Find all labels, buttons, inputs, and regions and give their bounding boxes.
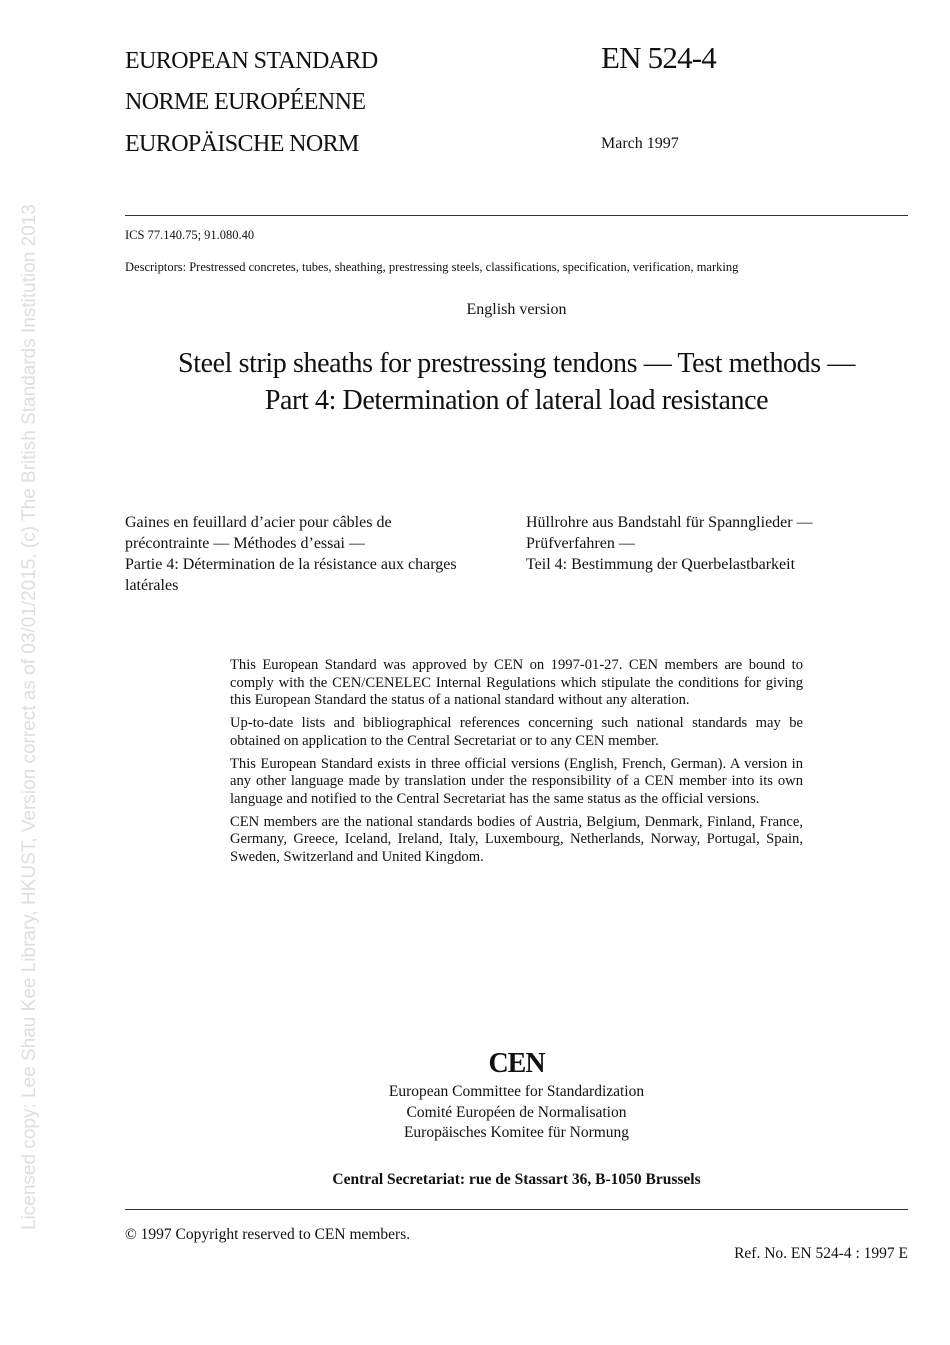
title-french-line: latérales (125, 577, 179, 594)
version-label: English version (466, 301, 567, 318)
approval-paragraph: This European Standard was approved by CEN on 1997-01-27. CEN members are bound to comply with the CEN/CENELEC Internal Regulations which stipulate the conditions for giving this European Standard the status of a national standard without any alteration. (230, 657, 803, 708)
publication-date: March 1997 (601, 135, 679, 152)
title-french-line: Partie 4: Détermination de la résistance aux charges (125, 556, 457, 573)
title-french (125, 512, 520, 596)
cen-logo: CEN (488, 1048, 545, 1079)
title-french-line: précontrainte — Méthodes d’essai — (125, 535, 365, 552)
header-name-de: EUROPÄISCHE NORM (125, 131, 359, 157)
approval-paragraph: Up-to-date lists and bibliographical references concerning such national standards may be obtained on application to the Central Secretariat or to any CEN member. (230, 715, 803, 749)
approval-paragraph: CEN members are the national standards bodies of Austria, Belgium, Denmark, Finland, France, Germany, Greece, Iceland, Ireland, Italy, Luxembourg, Netherlands, Norway, Portugal, Spain, Sweden, Switzerland and United Kingdom. (230, 813, 803, 865)
standard-number: EN 524-4 (601, 40, 716, 75)
central-secretariat-address: Central Secretariat: rue de Stassart 36, B-1050 Brussels (332, 1171, 701, 1188)
header-rule (125, 215, 908, 216)
header-name-fr: NORME EUROPÉENNE (125, 89, 366, 115)
approval-paragraph: This European Standard exists in three official versions (English, French, German). A version in any other language made by translation under the responsibility of a CEN member into its own language and notified to the Central Secretariat has the same status as the official versions. (230, 755, 803, 807)
reference-number: Ref. No. EN 524-4 : 1997 E (734, 1245, 908, 1262)
title-line-2: Part 4: Determination of lateral load resistance (264, 385, 769, 416)
cen-committee-names (125, 1082, 908, 1144)
title-german-line: Hüllrohre aus Bandstahl für Spannglieder — (526, 514, 813, 531)
header-name-en: EUROPEAN STANDARD (125, 48, 378, 74)
approval-statement (230, 657, 803, 872)
committee-name-fr: Comité Européen de Normalisation (406, 1103, 627, 1121)
copyright-notice: © 1997 Copyright reserved to CEN members. (125, 1226, 411, 1243)
committee-name-en: European Committee for Standardization (388, 1083, 645, 1100)
footer-rule (125, 1209, 908, 1210)
title-french-line: Gaines en feuillard d’acier pour câbles de (125, 514, 392, 531)
license-watermark: Licensed copy: Lee Shau Kee Library, HKUST, Version correct as of 03/01/2015, (c) The British Standards Institution 2013 (19, 204, 40, 1230)
title-german (526, 512, 911, 575)
descriptors: Descriptors: Prestressed concretes, tubes, sheathing, prestressing steels, classifications, specification, verification, marking (125, 260, 739, 274)
ics-code: ICS 77.140.75; 91.080.40 (125, 228, 255, 242)
document-title (110, 345, 923, 419)
committee-name-de: Europäisches Komitee für Normung (403, 1124, 630, 1141)
title-line-1: Steel strip sheaths for prestressing tendons — Test methods — (178, 348, 855, 379)
title-german-line: Prüfverfahren — (526, 535, 635, 552)
title-german-line: Teil 4: Bestimmung der Querbelastbarkeit (526, 556, 796, 573)
